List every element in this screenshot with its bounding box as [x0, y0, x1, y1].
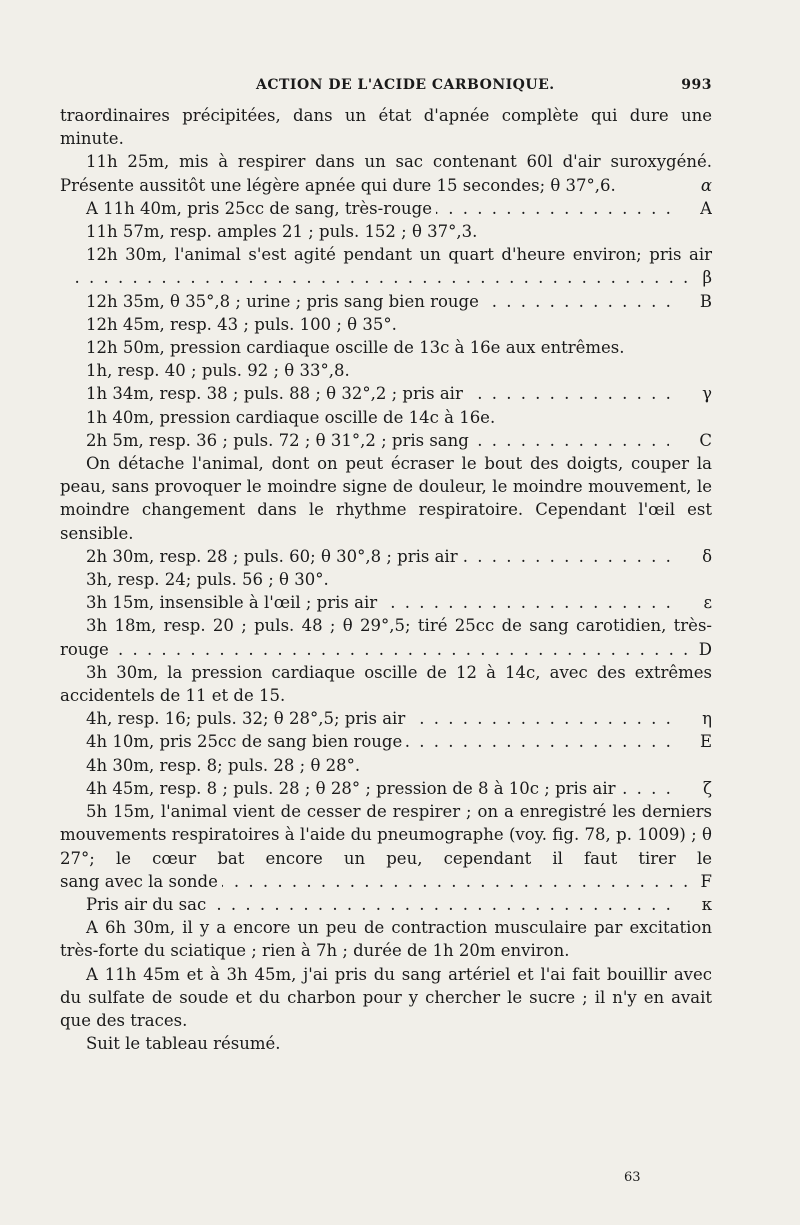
- running-header: [60, 77, 712, 99]
- entry-1h34: [60, 382, 712, 405]
- entry-text: 1h 34m, resp. 38 ; puls. 88 ; θ 32°,2 ; pris air: [86, 384, 467, 403]
- entry-4h45: [60, 777, 712, 800]
- entry-12h30: 12h 30m, l'animal s'est agité pendant un quart d'heure environ; pris air: [86, 245, 712, 265]
- entry-text: sang avec la sonde: [60, 872, 222, 891]
- paragraph-sugar: A 11h 45m et à 3h 45m, j'ai pris du sang artériel et l'ai fait bouillir avec du sulfate de soude et du charbon pour y chercher le sucre ; il n'y en avait que des traces.: [60, 964, 712, 1030]
- entry-marker: δ: [672, 545, 712, 568]
- entry-12h45: 12h 45m, resp. 43 ; puls. 100 ; θ 35°.: [86, 314, 397, 334]
- entry-11h40: [60, 197, 712, 220]
- entry-marker: A: [670, 197, 712, 220]
- entry-marker: α: [700, 175, 712, 195]
- entry-11h25: [60, 150, 712, 196]
- entry-5h15-leader: [60, 870, 712, 893]
- entry-12h50: 12h 50m, pression cardiaque oscille de 13c à 16e aux entrêmes.: [86, 338, 625, 358]
- page-body: [60, 104, 712, 1055]
- entry-4h10: [60, 730, 712, 753]
- entry-1h40: 1h 40m, pression cardiaque oscille de 14c à 16e.: [86, 407, 496, 427]
- entry-11h57: 11h 57m, resp. amples 21 ; puls. 152 ; θ 37°,3.: [86, 222, 478, 242]
- entry-marker: B: [670, 290, 712, 313]
- entry-2h30: [60, 545, 712, 568]
- entry-12h35: [60, 290, 712, 313]
- entry-3h30: 3h 30m, la pression cardiaque oscille de 12 à 14c, avec des extrêmes accidentels de 11 et de 15.: [60, 662, 712, 706]
- entry-4h30: 4h 30m, resp. 8; puls. 28 ; θ 28°.: [86, 755, 361, 775]
- entry-text: 2h 5m, resp. 36 ; puls. 72 ; θ 31°,2 ; pris sang: [86, 431, 473, 450]
- entry-text: 3h 15m, insensible à l'œil ; pris air: [86, 593, 381, 612]
- signature-mark: 63: [624, 1170, 641, 1185]
- entry-marker: γ: [672, 382, 712, 405]
- entry-marker: η: [672, 707, 712, 730]
- entry-text: 4h, resp. 16; puls. 32; θ 28°,5; pris air: [86, 709, 409, 728]
- entry-6h30: A 6h 30m, il y a encore un peu de contraction musculaire par excitation très-forte du sciatique ; rien à 7h ; durée de 1h 20m environ.: [60, 918, 712, 961]
- entry-marker: κ: [672, 893, 712, 916]
- entry-2h5: [60, 429, 712, 452]
- page-number: 993: [681, 77, 712, 93]
- entry-text: Pris air du sac: [86, 895, 210, 914]
- entry-1h: 1h, resp. 40 ; puls. 92 ; θ 33°,8.: [86, 361, 350, 381]
- paragraph-closing: Suit le tableau résumé.: [86, 1034, 281, 1054]
- paragraph-continuation: traordinaires précipitées, dans un état d'apnée complète qui dure une minute.: [60, 106, 712, 149]
- entry-3h15: [60, 591, 712, 614]
- entry-air-du-sac: [60, 893, 712, 916]
- entry-12h30-leader: [60, 266, 712, 289]
- entry-text: 11h 25m, mis à respirer dans un sac contenant 60l d'air suroxygéné. Présente aussitôt une légère apnée qui dure 15 secondes; θ 37°,6.: [60, 152, 712, 195]
- entry-text: 12h 35m, θ 35°,8 ; urine ; pris sang bien rouge: [86, 292, 483, 311]
- entry-marker: ε: [673, 591, 712, 614]
- entry-4h: [60, 707, 712, 730]
- entry-3h18-leader: [60, 638, 712, 661]
- entry-5h15: 5h 15m, l'animal vient de cesser de respirer ; on a enregistré les derniers mouvements respiratoires à l'aide du pneumographe (voy. fig. 78, p. 1009) ; θ 27°; le cœur bat encore un peu, cependant il faut tirer le: [60, 802, 712, 868]
- paragraph-detach: On détache l'animal, dont on peut écraser le bout des doigts, couper la peau, sans provoquer le moindre signe de douleur, le moindre mouvement, le moindre changement dans le rhythme respiratoire. Cependant l'œil est sensible.: [60, 454, 712, 543]
- entry-marker: β: [698, 266, 712, 289]
- entry-text: 2h 30m, resp. 28 ; puls. 60; θ 30°,8 ; pris air: [86, 547, 462, 566]
- entry-text: A 11h 40m, pris 25cc de sang, très-rouge: [86, 199, 436, 218]
- entry-marker: D: [695, 638, 712, 661]
- entry-3h18: 3h 18m, resp. 20 ; puls. 48 ; θ 29°,5; tiré 25cc de sang carotidien, très-: [86, 616, 712, 636]
- entry-text: 4h 10m, pris 25cc de sang bien rouge: [86, 732, 406, 751]
- entry-marker: F: [697, 870, 712, 893]
- entry-marker: E: [670, 730, 712, 753]
- entry-text: 4h 45m, resp. 8 ; puls. 28 ; θ 28° ; pression de 8 à 10c ; pris air: [86, 779, 620, 798]
- entry-3h: 3h, resp. 24; puls. 56 ; θ 30°.: [86, 570, 329, 590]
- entry-marker: ζ: [673, 777, 712, 800]
- entry-text: rouge: [60, 640, 113, 659]
- entry-marker: C: [669, 429, 712, 452]
- running-title: ACTION DE L'ACIDE CARBONIQUE.: [256, 77, 555, 93]
